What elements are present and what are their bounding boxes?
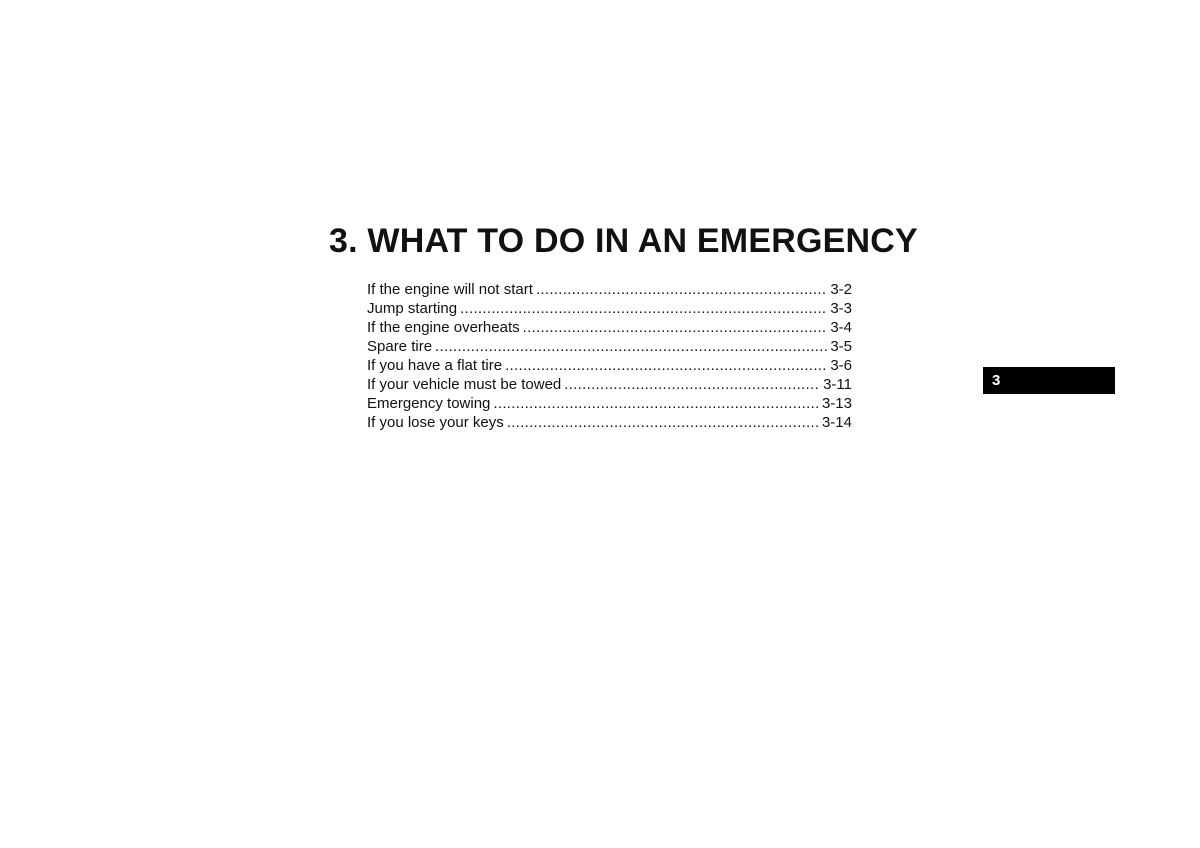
toc-entry-page: 3-13: [821, 395, 852, 412]
chapter-tab-label: 3: [992, 372, 1001, 389]
page-title: 3. WHAT TO DO IN AN EMERGENCY: [329, 222, 918, 260]
toc-entry-page: 3-14: [821, 414, 852, 431]
toc-entry[interactable]: [367, 299, 852, 318]
toc-entry-title: Jump starting: [367, 300, 458, 317]
toc-dot-leader: [505, 356, 827, 375]
toc-dot-leader: [536, 280, 827, 299]
toc-entry[interactable]: [367, 375, 852, 394]
toc-entry-title: If the engine overheats: [367, 319, 520, 336]
toc-dot-leader: [564, 375, 820, 394]
table-of-contents: [367, 280, 852, 432]
toc-entry-title: If your vehicle must be towed: [367, 376, 562, 393]
toc-entry-page: 3-6: [830, 357, 852, 374]
toc-dot-leader: [507, 413, 819, 432]
toc-entry-title: If you lose your keys: [367, 414, 504, 431]
toc-entry[interactable]: [367, 413, 852, 432]
toc-entry-page: 3-11: [823, 376, 852, 393]
toc-entry-title: Emergency towing: [367, 395, 491, 412]
toc-entry-page: 3-5: [830, 338, 852, 355]
toc-entry-page: 3-3: [830, 300, 852, 317]
toc-entry-page: 3-2: [830, 281, 852, 298]
toc-dot-leader: [460, 299, 827, 318]
toc-dot-leader: [435, 337, 827, 356]
toc-entry[interactable]: [367, 318, 852, 337]
toc-dot-leader: [523, 318, 828, 337]
toc-entry[interactable]: [367, 280, 852, 299]
toc-entry-title: If you have a flat tire: [367, 357, 503, 374]
toc-entry-title: If the engine will not start: [367, 281, 533, 298]
toc-entry[interactable]: [367, 337, 852, 356]
toc-entry[interactable]: [367, 356, 852, 375]
toc-entry-title: Spare tire: [367, 338, 433, 355]
toc-entry-page: 3-4: [830, 319, 852, 336]
chapter-tab: [983, 367, 1115, 394]
toc-dot-leader: [493, 394, 819, 413]
toc-entry[interactable]: [367, 394, 852, 413]
